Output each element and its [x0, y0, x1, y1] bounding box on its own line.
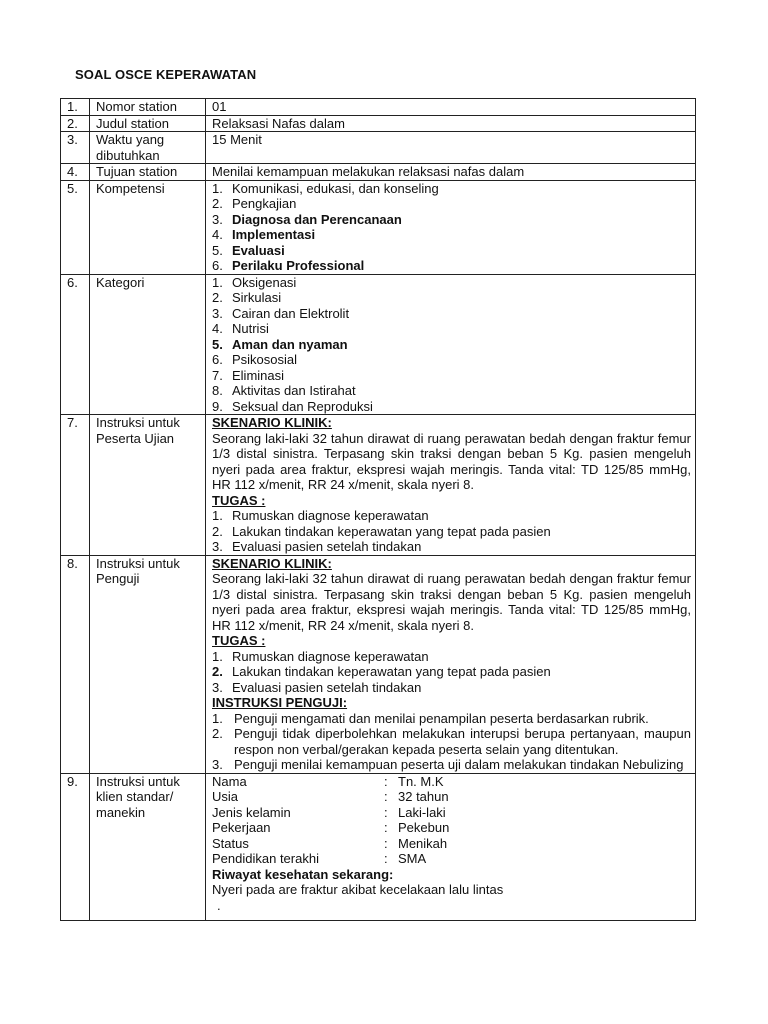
row-number: 3. — [61, 132, 90, 164]
list-item: 3. Evaluasi pasien setelah tindakan — [212, 539, 422, 554]
list-item: 4. Implementasi — [212, 227, 316, 242]
history-heading: Riwayat kesehatan sekarang: — [212, 866, 394, 882]
document-title: SOAL OSCE KEPERAWATAN — [75, 67, 257, 82]
list-item: 1. Komunikasi, edukasi, dan konseling — [212, 180, 439, 196]
competency-cell — [206, 180, 696, 274]
examiner-heading: INSTRUKSI PENGUJI: — [212, 695, 348, 710]
list-item: 2. Penguji tidak diperbolehkan melakukan interupsi berupa pertanyaan, maupun respon non verbal/gerakan kepada peserta selain yang ditentukan. — [212, 726, 691, 757]
list-item: 8. Aktivitas dan Istirahat — [212, 383, 356, 398]
table-row — [61, 180, 696, 274]
table-row — [61, 773, 696, 920]
list-item: 3. Evaluasi pasien setelah tindakan — [212, 679, 422, 695]
list-item: 2. Sirkulasi — [212, 290, 282, 305]
client-instruction-cell — [206, 773, 696, 920]
client-field: Pendidikan terakhi : SMA — [212, 851, 427, 866]
list-item: 3. Diagnosa dan Perencanaan — [212, 211, 402, 227]
row-label: Instruksi untuk Penguji — [90, 555, 206, 773]
row-number: 9. — [61, 773, 90, 920]
client-field: Jenis kelamin : Laki-laki — [212, 804, 446, 820]
table-row — [61, 164, 696, 181]
client-field: Status : Menikah — [212, 835, 448, 851]
list-item: 5. Aman dan nyaman — [212, 336, 348, 352]
row-label: Instruksi untuk klien standar/ manekin — [90, 773, 206, 920]
client-field: Pekerjaan : Pekebun — [212, 820, 450, 835]
row-label: Waktu yang dibutuhkan — [90, 132, 206, 164]
category-cell — [206, 274, 696, 415]
scenario-text: Seorang laki-laki 32 tahun dirawat di ruang perawatan bedah dengan fraktur femur 1/3 distal sinistra. Terpasang skin traksi dengan beban 5 Kg. pasien mengeluh nyeri pada area fraktur, ekspresi wajah meringis. Tanda vital: TD 125/85 mmHg, HR 112 x/menit, RR 24 x/menit, skala nyeri 8. — [212, 430, 691, 492]
scenario-text: Seorang laki-laki 32 tahun dirawat di ruang perawatan bedah dengan fraktur femur 1/3 distal sinistra. Terpasang skin traksi dengan beban 5 Kg. pasien mengeluh nyeri pada area fraktur, ekspresi wajah meringis. Tanda vital: TD 125/85 mmHg, HR 112 x/menit, RR 24 x/menit, skala nyeri 8. — [212, 571, 691, 633]
list-item: 2. Pengkajian — [212, 196, 297, 211]
tasks-list — [212, 508, 691, 555]
list-item: 3. Cairan dan Elektrolit — [212, 305, 350, 321]
row-value: 15 Menit — [206, 132, 696, 164]
row-number: 7. — [61, 415, 90, 556]
list-item: 6. Perilaku Professional — [212, 258, 365, 273]
row-label: Tujuan station — [90, 164, 206, 181]
table-row — [61, 555, 696, 773]
row-number: 2. — [61, 115, 90, 132]
history-text: Nyeri pada are fraktur akibat kecelakaan lalu lintas — [212, 882, 504, 897]
scenario-heading: SKENARIO KLINIK: — [212, 555, 332, 571]
participant-instruction-cell — [206, 415, 696, 556]
examiner-list — [212, 711, 691, 773]
client-field: Nama : Tn. M.K — [212, 773, 444, 789]
list-item: 4. Nutrisi — [212, 321, 269, 336]
tasks-heading: TUGAS : — [212, 633, 266, 648]
list-item: 7. Eliminasi — [212, 367, 285, 383]
scenario-heading: SKENARIO KLINIK: — [212, 415, 332, 430]
row-number: 5. — [61, 180, 90, 274]
row-number: 6. — [61, 274, 90, 415]
table-row — [61, 132, 696, 164]
list-item: 2. Lakukan tindakan keperawatan yang tepat pada pasien — [212, 664, 551, 679]
row-label: Kategori — [90, 274, 206, 415]
table-row — [61, 115, 696, 132]
row-value: 01 — [206, 99, 696, 116]
list-item: 3. Penguji menilai kemampuan peserta uji dalam melakukan tindakan Nebulizing — [212, 757, 684, 772]
row-label: Instruksi untuk Peserta Ujian — [90, 415, 206, 556]
examiner-instruction-cell — [206, 555, 696, 773]
category-list — [212, 275, 691, 415]
row-label: Judul station — [90, 115, 206, 132]
table-row — [61, 274, 696, 415]
list-item: 1. Rumuskan diagnose keperawatan — [212, 648, 429, 664]
row-number: 4. — [61, 164, 90, 181]
table-row — [61, 415, 696, 556]
table-row — [61, 99, 696, 116]
list-item: 6. Psikososial — [212, 352, 298, 367]
row-value: Menilai kemampuan melakukan relaksasi nafas dalam — [206, 164, 696, 181]
trailing-dot: . — [217, 897, 221, 913]
row-value: Relaksasi Nafas dalam — [206, 115, 696, 132]
tasks-list — [212, 649, 691, 696]
row-label: Kompetensi — [90, 180, 206, 274]
list-item: 1. Penguji mengamati dan menilai penampilan peserta berdasarkan rubrik. — [212, 710, 649, 726]
competency-list — [212, 181, 691, 274]
row-number: 8. — [61, 555, 90, 773]
row-number: 1. — [61, 99, 90, 116]
list-item: 1. Rumuskan diagnose keperawatan — [212, 508, 429, 523]
list-item: 1. Oksigenasi — [212, 274, 297, 290]
list-item: 9. Seksual dan Reproduksi — [212, 398, 373, 414]
row-label: Nomor station — [90, 99, 206, 116]
client-field: Usia : 32 tahun — [212, 789, 449, 804]
list-item: 2. Lakukan tindakan keperawatan yang tepat pada pasien — [212, 523, 551, 539]
tasks-heading: TUGAS : — [212, 492, 266, 508]
list-item: 5. Evaluasi — [212, 242, 285, 258]
osce-table — [60, 98, 696, 921]
